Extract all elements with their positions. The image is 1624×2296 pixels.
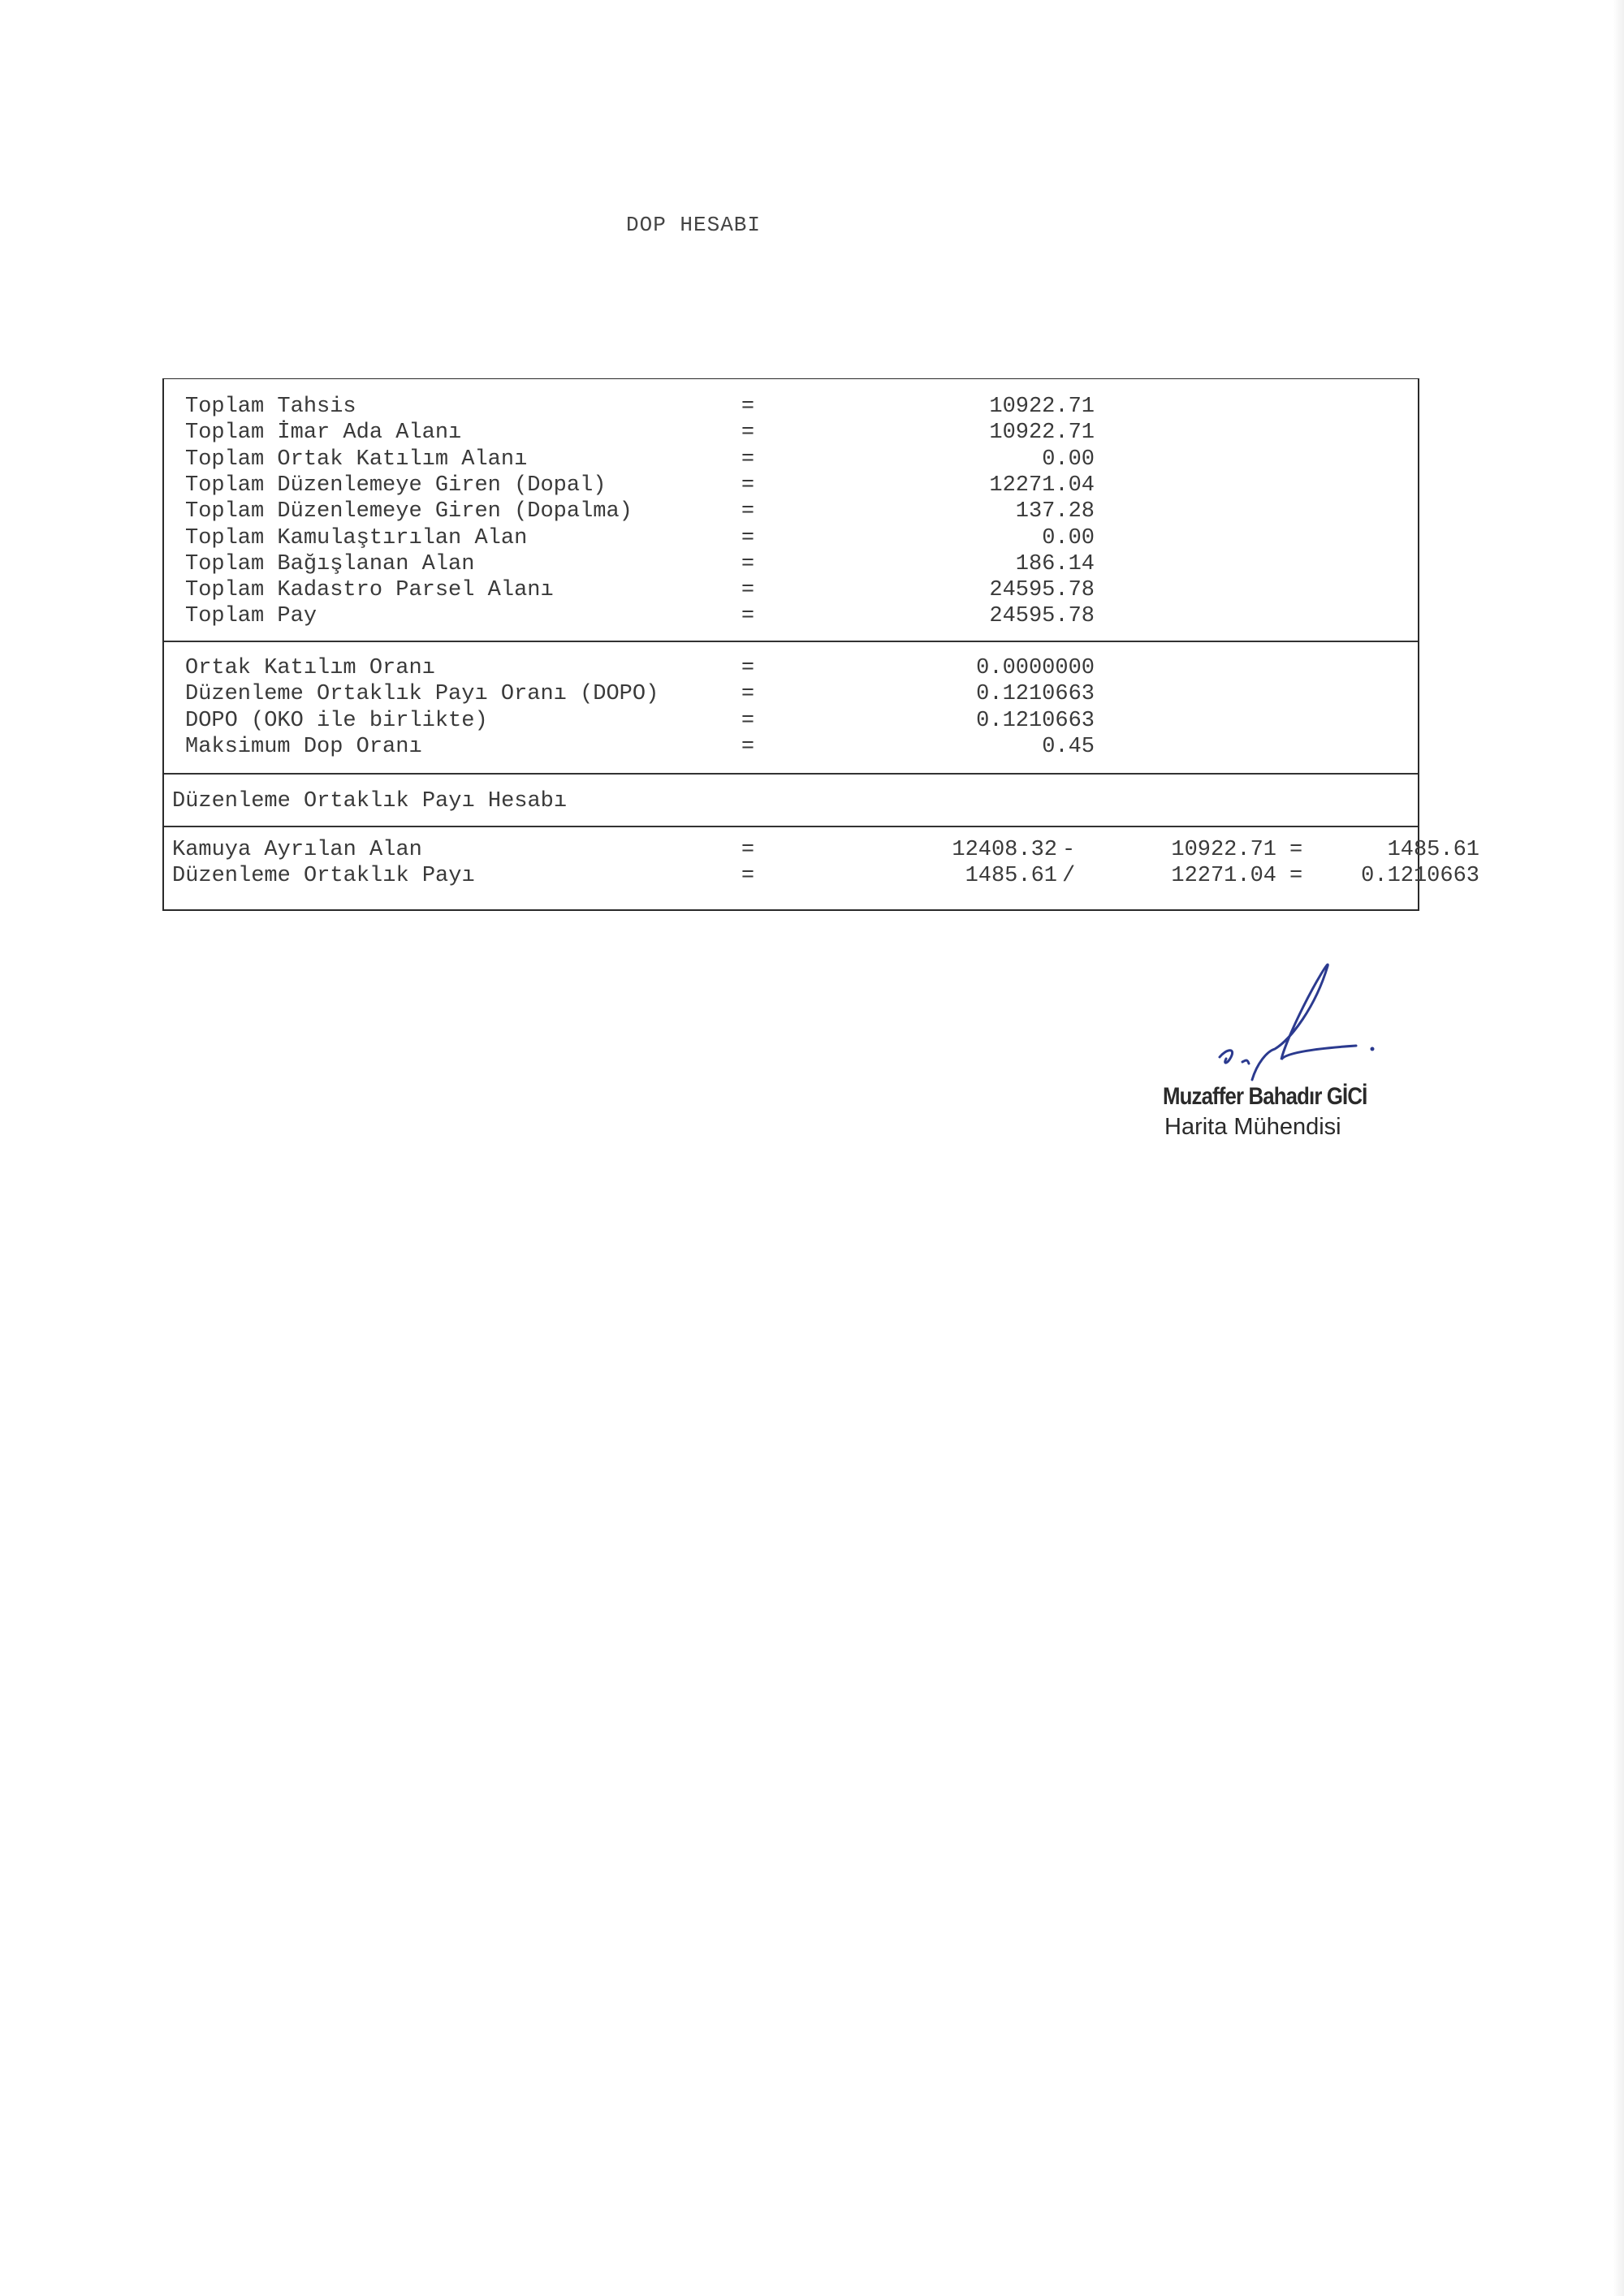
dop-table	[162, 378, 1479, 911]
row-value: 10922.71	[989, 421, 1095, 446]
row-value: 0.1210663	[976, 708, 1095, 733]
row-value: 186.14	[1015, 551, 1095, 576]
divider-totals	[164, 641, 1418, 642]
row-equals: =	[741, 473, 755, 498]
row-value: 24595.78	[989, 578, 1095, 603]
row-label: Ortak Katılım Oranı	[185, 656, 435, 680]
calc-equals-2: =	[1289, 838, 1303, 862]
calc-operator: -	[1062, 838, 1076, 862]
table-row	[164, 603, 1418, 629]
row-label: Toplam Kadastro Parsel Alanı	[185, 578, 554, 603]
row-label: Toplam Bağışlanan Alan	[185, 551, 475, 576]
row-equals: =	[741, 708, 755, 733]
table-row	[164, 734, 1418, 760]
page-edge-shadow	[1613, 0, 1624, 2296]
row-label: DOPO (OKO ile birlikte)	[185, 708, 488, 733]
row-equals: =	[741, 682, 755, 707]
row-equals: =	[741, 734, 755, 759]
table-row	[164, 447, 1418, 473]
row-equals: =	[741, 604, 755, 629]
row-equals: =	[741, 578, 755, 603]
row-label: Toplam Ortak Katılım Alanı	[185, 447, 528, 472]
calc-equals-2: =	[1289, 864, 1303, 888]
row-value: 0.1210663	[976, 682, 1095, 707]
row-value: 0.0000000	[976, 656, 1095, 680]
signer-title: Harita Mühendisi	[1164, 1114, 1341, 1140]
row-label: Düzenleme Ortaklık Payı Oranı (DOPO)	[185, 682, 659, 707]
divider-ratios	[164, 773, 1418, 775]
calc-label: Düzenleme Ortaklık Payı	[172, 864, 475, 888]
row-label: Toplam Tahsis	[185, 395, 356, 419]
divider-calc	[164, 826, 1418, 827]
calc-operand-b: 10922.71	[1171, 838, 1276, 862]
row-equals: =	[741, 499, 755, 524]
row-value: 10922.71	[989, 395, 1095, 419]
row-label: Toplam Düzenlemeye Giren (Dopalma)	[185, 499, 633, 524]
calc-operator: /	[1062, 864, 1076, 888]
row-label: Toplam Pay	[185, 604, 317, 629]
row-value: 0.45	[1042, 734, 1095, 759]
row-label: Toplam İmar Ada Alanı	[185, 421, 462, 446]
row-equals: =	[741, 525, 755, 550]
row-label: Toplam Düzenlemeye Giren (Dopal)	[185, 473, 607, 498]
calc-section-title: Düzenleme Ortaklık Payı Hesabı	[172, 789, 568, 814]
signature-scribble	[1194, 958, 1389, 1088]
table-row	[164, 525, 1418, 551]
calc-row	[164, 837, 1479, 863]
row-equals: =	[741, 447, 755, 472]
table-row	[164, 394, 1418, 420]
calc-result: 1485.61	[1387, 838, 1479, 862]
row-equals: =	[741, 551, 755, 576]
row-label: Toplam Kamulaştırılan Alan	[185, 525, 528, 550]
calc-row	[164, 863, 1479, 889]
row-equals: =	[741, 421, 755, 446]
row-value: 0.00	[1042, 525, 1095, 550]
calc-equals: =	[741, 838, 755, 862]
table-row	[164, 498, 1418, 524]
document-title: DOP HESABI	[625, 213, 762, 237]
table-row	[164, 655, 1418, 681]
row-value: 137.28	[1015, 499, 1095, 524]
calc-operand-b: 12271.04	[1171, 864, 1276, 888]
row-label: Maksimum Dop Oranı	[185, 734, 422, 759]
calc-operand-a: 12408.32	[952, 838, 1057, 862]
signer-name: Muzaffer Bahadır GİCİ	[1163, 1083, 1367, 1110]
calc-result: 0.1210663	[1361, 864, 1479, 888]
row-value: 0.00	[1042, 447, 1095, 472]
row-equals: =	[741, 395, 755, 419]
table-row	[164, 551, 1418, 577]
table-row	[164, 681, 1418, 707]
row-value: 24595.78	[989, 604, 1095, 629]
calc-equals: =	[741, 864, 755, 888]
table-row	[164, 473, 1418, 498]
row-value: 12271.04	[989, 473, 1095, 498]
calc-label: Kamuya Ayrılan Alan	[172, 838, 422, 862]
table-row	[164, 708, 1418, 734]
row-equals: =	[741, 656, 755, 680]
table-row	[164, 577, 1418, 603]
calc-operand-a: 1485.61	[965, 864, 1057, 888]
table-row	[164, 420, 1418, 446]
